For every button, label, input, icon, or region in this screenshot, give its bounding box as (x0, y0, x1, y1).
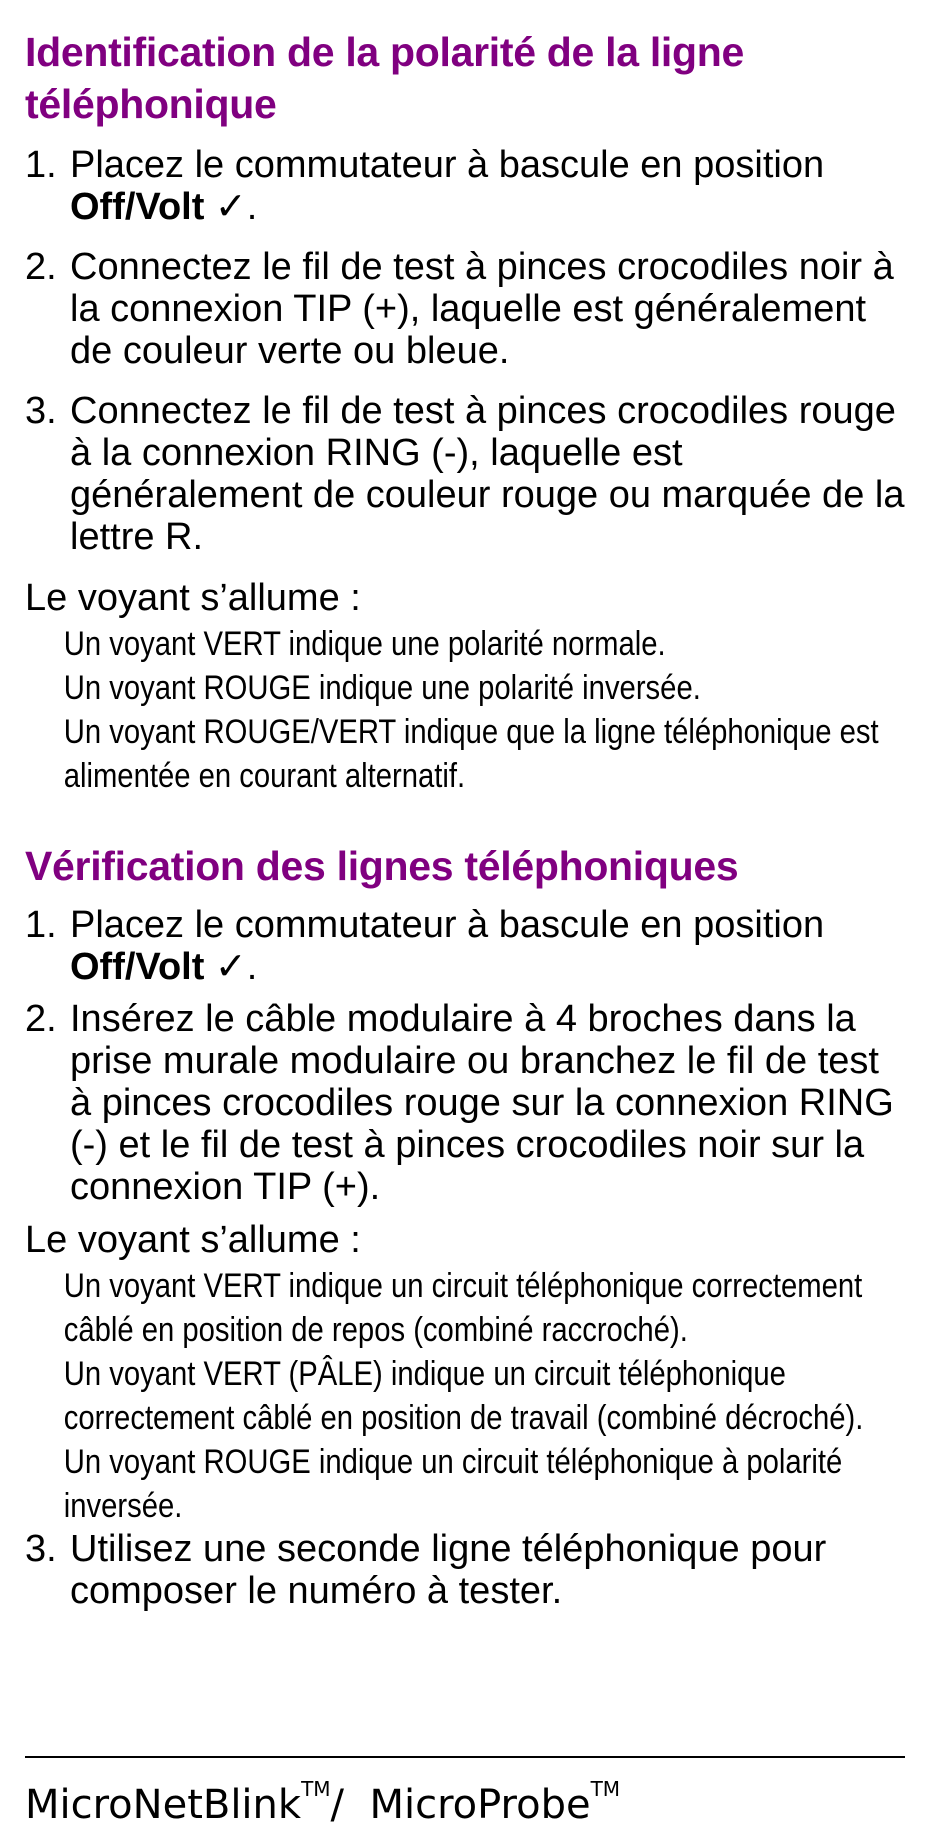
step-number: 1. (25, 144, 57, 186)
step-text: Insérez le câble modulaire à 4 broches dans la prise murale modulaire ou branchez le fil de test à pinces crocodiles rouge sur la connexion RING (-) et le fil de test à pinces crocodiles noir sur la connexion TIP (+). (70, 998, 894, 1208)
footer-separator: / (330, 1782, 345, 1828)
led-indication: Un voyant ROUGE indique une polarité inversée. (63, 669, 701, 707)
list-item (25, 904, 905, 988)
list-item (25, 144, 905, 228)
line-check-steps (25, 904, 905, 1208)
step-number: 2. (25, 246, 57, 288)
step-text: Connectez le fil de test à pinces crocodiles noir à la connexion TIP (+), laquelle est généralement de couleur verte ou bleue. (70, 246, 894, 372)
led-indications (25, 622, 905, 798)
switch-position-label: Off/Volt ✓ (70, 946, 247, 988)
led-indication: Un voyant ROUGE/VERT indique que la ligne téléphonique est alimentée en courant alternatif. (63, 713, 879, 795)
section-title-line-check: Vérification des lignes téléphoniques (25, 843, 739, 889)
list-item (25, 998, 905, 1208)
list-item (25, 1528, 905, 1612)
line-check-steps-continued (25, 1528, 905, 1612)
step-text: Placez le commutateur à bascule en position Off/Volt ✓. (70, 904, 825, 988)
led-indication: Un voyant VERT indique une polarité normale. (63, 625, 666, 663)
step-text: Connectez le fil de test à pinces crocodiles rouge à la connexion RING (-), laquelle est généralement de couleur rouge ou marquée de la lettre R. (70, 390, 905, 558)
led-intro: Le voyant s’allume : (25, 577, 361, 619)
polarity-steps (25, 144, 905, 558)
section-title-polarity: Identification de la polarité de la ligne téléphonique (25, 29, 744, 127)
step-text: Utilisez une seconde ligne téléphonique pour composer le numéro à tester. (70, 1528, 827, 1612)
trademark-mark: TM (301, 1777, 331, 1801)
led-indication: Un voyant VERT indique un circuit téléphonique correctement câblé en position de repos (combiné raccroché). (63, 1267, 863, 1349)
footer-divider (25, 1756, 905, 1758)
list-item (25, 246, 905, 372)
step-number: 3. (25, 390, 57, 432)
trademark-mark: TM (590, 1777, 621, 1801)
led-indication: Un voyant VERT (PÂLE) indique un circuit téléphonique correctement câblé en position de travail (combiné décroché). (63, 1355, 864, 1437)
led-indications (25, 1264, 905, 1528)
led-intro: Le voyant s’allume : (25, 1219, 361, 1261)
product-name: MicroProbe (369, 1782, 591, 1828)
list-item (25, 390, 905, 558)
manual-page (25, 26, 905, 1622)
step-text: Placez le commutateur à bascule en position Off/Volt ✓. (70, 144, 825, 228)
step-number: 3. (25, 1528, 57, 1570)
switch-position-label: Off/Volt ✓ (70, 186, 247, 228)
led-indication: Un voyant ROUGE indique un circuit téléphonique à polarité inversée. (63, 1443, 843, 1525)
step-number: 2. (25, 998, 57, 1040)
product-name: MicroNetBlink (25, 1782, 302, 1828)
step-number: 1. (25, 904, 57, 946)
